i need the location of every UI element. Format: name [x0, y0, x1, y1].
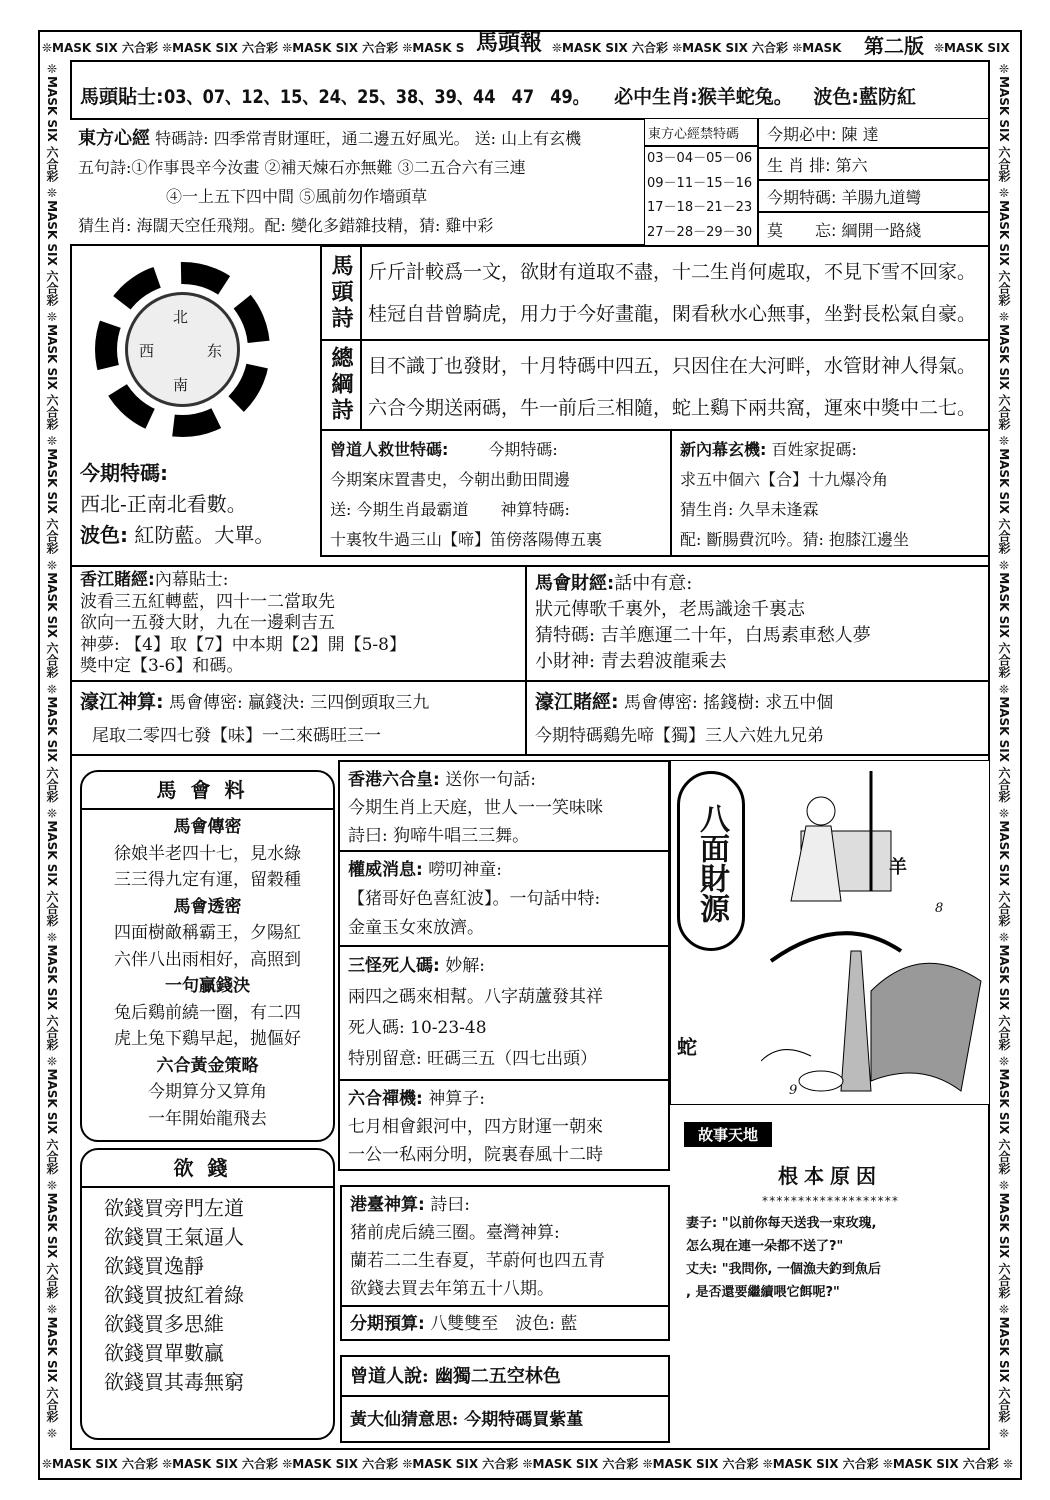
- mahui-liao-line: 三三得九定有運，留穀種: [114, 870, 301, 890]
- dongfang-title: 東方心經: [78, 128, 150, 149]
- mahui-liao-list: [82, 810, 333, 1132]
- huang-section: [340, 1395, 670, 1443]
- xiangjiang-line: 獎中定【3-6】和碼。: [80, 656, 244, 676]
- haojiang-ss-line: 尾取二零四七發【味】一二來碼旺三一: [92, 726, 381, 746]
- mahui-liao-line: 徐娘半老四十七，見水綠: [114, 843, 301, 864]
- haojiang-ss-section: [70, 680, 527, 756]
- mahui-liao-box: [80, 770, 335, 1142]
- mahui-cai-line: 猜特碼: 吉羊應運二十年，白馬素車愁人夢: [535, 625, 871, 646]
- huang-text: 今期特碼買紫堇: [464, 1410, 584, 1430]
- zeng-line: 今期案床置書史，今朝出動田間邊: [330, 470, 571, 489]
- special-section: [80, 458, 274, 551]
- hk-line: 詩曰: 狗啼牛唱三三舞。: [348, 826, 530, 846]
- zeng-line: 送: 今期生肖最霸道 神算特碼:: [330, 500, 570, 519]
- zeng-title: 曾道人救世特碼:: [330, 440, 449, 459]
- neimu-title: 新內幕玄機:: [680, 440, 767, 459]
- chanji-title: 六合禪機:: [348, 1089, 423, 1109]
- authority-line: 【猪哥好色喜紅波】。一句話中特:: [348, 889, 601, 909]
- mahui-liao-line: 虎上兔下鷄早起，拋傴好: [114, 1029, 301, 1049]
- authority-title: 權威消息:: [348, 860, 423, 880]
- xiangjiang-sub: 內幕貼士:: [154, 570, 229, 590]
- yuqian-box: [80, 1148, 335, 1440]
- yuqian-line: 欲錢買多思維: [104, 1312, 224, 1336]
- poem-line: 斤斤計較爲一文，欲財有道取不盡，十二生肖何處取，不見下雪不回家。: [368, 261, 977, 283]
- gangtai-line: 猪前虎后繞三圈。臺灣神算:: [350, 1223, 560, 1243]
- border-strip-top: ❊MASK SIX 六合彩 ❊MASK SIX 六合彩 ❊MASK SIX 六合彩 ❊MASK S: [42, 41, 465, 55]
- masthead-title: 馬頭報: [476, 31, 543, 56]
- compass-icon: [95, 262, 270, 437]
- mahui-liao-line: 四面樹敵稱霸王，夕陽紅: [114, 923, 301, 943]
- yuqian-line: 欲錢買旁門左道: [104, 1196, 244, 1220]
- mahui-cai-line: 小財神: 青去碧波龍乘去: [535, 651, 727, 672]
- mahui-liao-subhead: 馬會透密: [173, 896, 242, 917]
- haojiang-dj-title: 濠江賭經:: [535, 691, 619, 713]
- horse-poem: [320, 245, 990, 341]
- mahui-liao-subhead: 馬會傳密: [173, 817, 242, 837]
- authority-sub: 嘮叨神童:: [428, 860, 502, 880]
- dongfang-poem: 特碼詩: 四季常青財運旺，通二邊五好風光。 送: 山上有玄機: [155, 129, 582, 148]
- gangtai-line: 欲錢去買去年第五十八期。: [350, 1279, 554, 1299]
- sanguai-section: [338, 945, 670, 1081]
- fenqi-text: 八雙雙至 波色: 藍: [430, 1314, 578, 1334]
- forbidden-list: [644, 146, 758, 246]
- border-strip-top: ❊MASK SIX: [934, 41, 1010, 55]
- compass-south: 南: [173, 376, 189, 394]
- compass-east: 东: [207, 342, 223, 360]
- mahui-cai-section: [525, 565, 990, 682]
- five-line-2: ④一上五下四中間 ⑤風前勿作墻頭草: [166, 187, 428, 206]
- sanguai-line: 死人碼: 10-23-48: [348, 1018, 487, 1038]
- authority-section: [338, 850, 670, 947]
- neimu-sub: 百姓家捉碼:: [771, 440, 857, 459]
- zodiac-label: 必中生肖:: [614, 86, 698, 108]
- border-strip-bottom: ❊MASK SIX 六合彩 ❊MASK SIX 六合彩 ❊MASK SIX 六合彩 ❊MASK SIX 六合彩 ❊MASK SIX 六合彩 ❊MASK SIX 六合彩 ❊MASK SIX 六合彩 ❊MASK SIX 六合彩 ❊: [42, 1457, 1013, 1471]
- xiangjiang-section: [70, 565, 527, 682]
- tips-numbers: 03、07、12、15、24、25、38、39、44 47 49。: [163, 86, 589, 108]
- snake-label: 蛇: [677, 1035, 697, 1059]
- side-value: 羊腸九道彎: [841, 187, 922, 207]
- side-key: 莫 忘:: [767, 220, 837, 240]
- zeng-line: 十裏牧牛過三山【啼】笛傍落陽傳五裏: [330, 530, 603, 549]
- yuqian-line: 欲錢買王氣逼人: [104, 1225, 244, 1249]
- zeng-says-title: 曾道人說:: [350, 1366, 429, 1387]
- special-line: 紅防藍。大單。: [134, 523, 275, 547]
- guess-line: 猜生肖: 海闊天空任飛翔。配: 變化多錯雜技精，猜: 雞中彩: [78, 216, 494, 235]
- forbidden-title: 東方心經禁特碼: [644, 118, 758, 146]
- mahui-liao-subhead: 六合黃金策略: [156, 1055, 259, 1076]
- side-row: [758, 212, 990, 246]
- yuqian-line: 欲錢買披紅着綠: [104, 1283, 244, 1307]
- haojiang-ss-title: 濠江神算:: [80, 691, 164, 713]
- border-strip-top: ❊MASK SIX 六合彩 ❊MASK SIX 六合彩 ❊MASK: [552, 41, 842, 55]
- forbidden-row: 17－18－21－23: [647, 200, 753, 215]
- forbidden-row: 27－28－29－30: [647, 224, 753, 240]
- horse-poem-label: 馬頭詩: [322, 247, 362, 339]
- huang-title: 黃大仙猜意思:: [350, 1410, 459, 1430]
- yuqian-line: 欲錢買其毒無窮: [104, 1370, 244, 1394]
- five-label: 五句詩:: [78, 158, 132, 177]
- forbidden-row: 03－04－05－06: [647, 151, 753, 166]
- dongfang-section: [70, 118, 644, 246]
- master-poem: [320, 339, 990, 431]
- hk-section: [338, 760, 670, 852]
- mahui-liao-title: 馬會料: [82, 772, 333, 810]
- xiangjiang-line: 波看三五紅轉藍，四十一二當取先: [80, 591, 335, 612]
- mahui-cai-title: 馬會財經:: [535, 573, 615, 594]
- haojiang-dj-line: 今期特碼鷄先啼【獨】三人六姓九兄弟: [535, 726, 824, 746]
- zeng-says-text: 幽獨二五空林色: [434, 1366, 561, 1387]
- haojiang-ss-sub: 馬會傳密: 贏錢決: 三四倒頭取三九: [169, 693, 430, 713]
- story-stars: *******************: [761, 1194, 899, 1208]
- gangtai-line: 蘭若二二生春夏，芊蔚何也四五青: [350, 1251, 605, 1271]
- zeng-section: [320, 429, 672, 557]
- compass-west: 西: [139, 342, 155, 360]
- neimu-line: 配: 斷腸費沉吟。猜: 抱膝江邊坐: [680, 530, 909, 549]
- compass-north: 北: [173, 308, 189, 326]
- special-title: 今期特碼:: [80, 461, 168, 485]
- border-strip-right: ❊MASK SIX 六合彩 ❊MASK SIX 六合彩 ❊MASK SIX 六合彩 ❊MASK SIX 六合彩 ❊MASK SIX 六合彩 ❊MASK SIX 六合彩 ❊MASK SIX 六合彩 ❊MASK SIX 六合彩 ❊MASK SIX 六合彩 ❊MASK SIX 六合彩 ❊MASK SIX 六合彩 ❊: [997, 62, 1011, 1441]
- color-label: 波色:: [813, 86, 859, 108]
- side-row: [758, 148, 990, 180]
- haojiang-dj-sub: 馬會傳密: 搖錢樹: 求五中個: [624, 693, 834, 713]
- poem-line: 桂冠自昔曾騎虎，用力于今好畫龍，閑看秋水心無事，坐對長松氣自豪。: [368, 303, 977, 325]
- number-9: 9: [789, 1083, 798, 1098]
- story-line: 怎么現在連一朵都不送了?": [686, 1239, 844, 1254]
- yuqian-line: 欲錢買逸靜: [104, 1254, 204, 1278]
- poem-line: 六合今期送兩碼，牛一前后三相隨，蛇上鷄下兩共窩，運來中獎中二七。: [368, 397, 977, 419]
- tips-label: 馬頭貼士:: [80, 86, 164, 108]
- mahui-cai-sub: 話中有意:: [614, 573, 693, 594]
- hk-title: 香港六合皇:: [348, 770, 440, 790]
- hk-sub: 送你一句話:: [445, 770, 536, 790]
- chanji-line: 七月相會銀河中，四方財運一朝來: [348, 1117, 603, 1137]
- neimu-section: [670, 429, 990, 557]
- story-text: [686, 1212, 881, 1304]
- story-section: [670, 1110, 990, 1325]
- sanguai-line: 特別留意: 旺碼三五（四七出頭）: [348, 1049, 598, 1069]
- yuqian-line: 欲錢買單數贏: [104, 1341, 224, 1365]
- sheep-label: 羊: [889, 857, 907, 878]
- five-line-1: ①作事畏辛今汝畫 ②補天煉石亦無難 ③二五合六有三連: [131, 158, 526, 177]
- border-strip-left: ❊MASK SIX 六合彩 ❊MASK SIX 六合彩 ❊MASK SIX 六合彩 ❊MASK SIX 六合彩 ❊MASK SIX 六合彩 ❊MASK SIX 六合彩 ❊MASK SIX 六合彩 ❊MASK SIX 六合彩 ❊MASK SIX 六合彩 ❊MASK SIX 六合彩 ❊MASK SIX 六合彩 ❊: [45, 62, 59, 1441]
- chanji-sub: 神算子:: [428, 1089, 485, 1109]
- special-line: 西北-正南北看數。: [80, 492, 247, 516]
- story-tag: 故事天地: [684, 1122, 772, 1147]
- mahui-cai-line: 狀元傳歌千裏外，老馬識途千裏志: [535, 599, 805, 620]
- sanguai-title: 三怪死人碼:: [348, 956, 440, 976]
- mahui-liao-line: 一年開始龍飛去: [148, 1108, 267, 1129]
- forbidden-row: 09－11－15－16: [647, 175, 753, 191]
- neimu-line: 猜生肖: 久旱未逢霖: [680, 500, 819, 519]
- sanguai-sub: 妙解:: [445, 956, 485, 976]
- side-value: 陳 達: [841, 124, 879, 144]
- mahui-liao-line: 六伴八出雨相好，高照到: [114, 949, 301, 970]
- xiangjiang-line: 神夢: 【4】取【7】中本期【2】開【5-8】: [80, 634, 406, 655]
- story-line: 丈夫: "我問你, 一個漁夫釣到魚后: [686, 1262, 881, 1277]
- side-row: [758, 118, 990, 148]
- neimu-line: 求五中個六【合】十九爆冷角: [680, 470, 889, 489]
- poem-line: 目不識丁也發財，十月特碼中四五，只因住在大河畔，水管財神人得氣。: [368, 355, 977, 377]
- story-line: 妻子: "以前你每天送我一束玫瑰,: [686, 1216, 877, 1231]
- bamian-title: 八面財源: [677, 771, 745, 951]
- yuqian-title: 欲錢: [82, 1150, 333, 1188]
- gangtai-title: 港臺神算:: [350, 1195, 425, 1215]
- side-key: 今期特碼:: [767, 187, 837, 207]
- side-key: 今期必中:: [767, 124, 837, 144]
- side-key: 生 肖 排:: [767, 155, 831, 175]
- mahui-liao-subhead: 一句贏錢決: [165, 976, 250, 996]
- side-value: 綱開一路綫: [841, 220, 922, 240]
- xiangjiang-line: 欲向一五發大財，九在一邊剩吉五: [80, 613, 335, 633]
- mahui-liao-line: 今期算分又算角: [148, 1082, 267, 1102]
- zeng-says-section: [340, 1355, 670, 1397]
- hk-line: 今期生肖上天庭，世人一一笑味咪: [348, 798, 603, 818]
- authority-line: 金童玉女來放濟。: [348, 918, 484, 938]
- zeng-sub: 今期特碼:: [488, 440, 558, 459]
- mahui-liao-line: 兔后鷄前繞一圈，有二四: [114, 1002, 301, 1023]
- story-line: , 是否還要繼續喂它餌呢?": [686, 1285, 840, 1300]
- edition-label: 第二版: [864, 34, 924, 58]
- number-8: 8: [935, 901, 944, 916]
- side-row: [758, 180, 990, 212]
- fenqi-title: 分期預算:: [350, 1314, 425, 1334]
- color-value: 藍防紅: [858, 86, 916, 108]
- fenqi-section: [340, 1305, 670, 1341]
- gangtai-sub: 詩曰:: [430, 1195, 470, 1215]
- tips-row: [80, 82, 916, 109]
- well-scene-image: [761, 761, 991, 1106]
- chanji-section: [338, 1079, 670, 1171]
- story-title: 根本原因: [778, 1164, 882, 1188]
- bamian-illustration: [670, 760, 990, 1105]
- master-poem-label: 總綱詩: [322, 341, 362, 429]
- haojiang-dj-section: [525, 680, 990, 756]
- yuqian-list: [82, 1188, 333, 1397]
- chanji-line: 一公一私兩分明，院裏春風十二時: [348, 1145, 603, 1165]
- gangtai-section: [340, 1185, 670, 1307]
- xiangjiang-title: 香江賭經:: [80, 570, 155, 590]
- special-color-label: 波色:: [80, 523, 128, 547]
- side-value: 第六: [835, 155, 868, 175]
- sanguai-line: 兩四之碼來相幫。八字葫蘆發其祥: [348, 987, 603, 1007]
- zodiac-value: 猴羊蛇兔。: [697, 86, 793, 108]
